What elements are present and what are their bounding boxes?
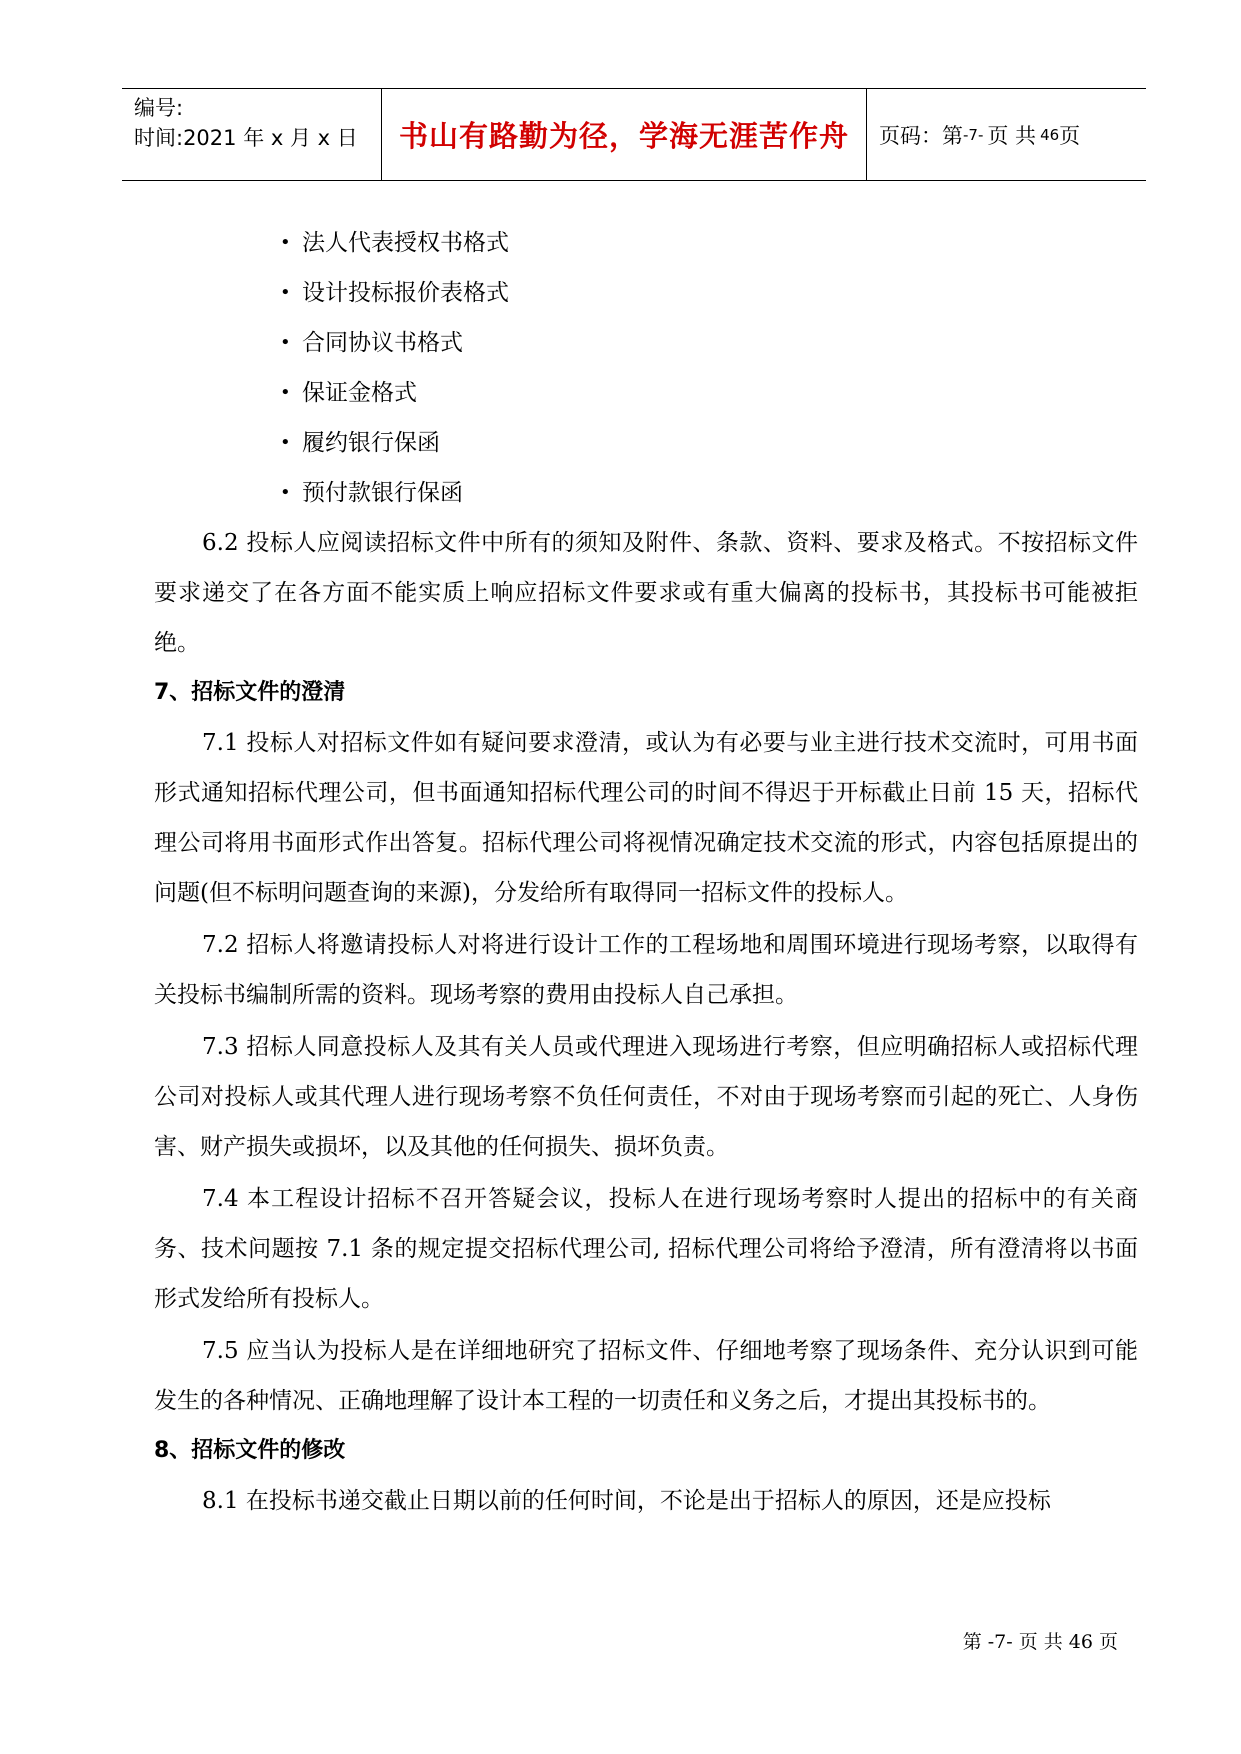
- paragraph-7-3: 7.3 招标人同意投标人及其有关人员或代理进入现场进行考察，但应明确招标人或招标代理公司对投标人或其代理人进行现场考察不负任何责任，不对由于现场考察而引起的死亡、人身伤害、财产损失或损坏，以及其他的任何损失、损坏负责。: [154, 1034, 1138, 1160]
- page-footer: 第 -7- 页 共 46 页: [962, 1631, 1118, 1653]
- paragraph-7-2: 7.2 招标人将邀请投标人对将进行设计工作的工程场地和周围环境进行现场考察，以取得有关投标书编制所需的资料。现场考察的费用由投标人自己承担。: [154, 932, 1138, 1008]
- bullet-icon: •: [280, 432, 291, 453]
- list-item: • 设计投标报价表格式: [154, 268, 1138, 318]
- paragraph-8-1: 8.1 在投标书递交截止日期以前的任何时间，不论是出于招标人的原因，还是应投标: [202, 1488, 1051, 1514]
- paragraph-7-1: 7.1 投标人对招标文件如有疑问要求澄清，或认为有必要与业主进行技术交流时，可用书面形式通知招标代理公司，但书面通知招标代理公司的时间不得迟于开标截止日前 15 天，招标代理公司将用书面形式作出答复。招标代理公司将视情况确定技术交流的形式，内容包括原提出的问题(但不标明问题查询的来源)，分发给所有取得同一招标文件的投标人。: [154, 730, 1138, 906]
- bullet-icon: •: [280, 232, 291, 253]
- bullet-icon: •: [280, 482, 291, 503]
- bullet-icon: •: [280, 332, 291, 353]
- page-prefix: 页码：第: [879, 123, 963, 148]
- document-header: [122, 88, 1146, 181]
- header-page-info: [867, 89, 1146, 180]
- list-item: • 履约银行保函: [154, 418, 1138, 468]
- bullet-icon: •: [280, 382, 291, 403]
- paragraph-6-2: 6.2 投标人应阅读招标文件中所有的须知及附件、条款、资料、要求及格式。不按招标文件要求递交了在各方面不能实质上响应招标文件要求或有重大偏离的投标书，其投标书可能被拒绝。: [154, 530, 1138, 656]
- list-item: • 保证金格式: [154, 368, 1138, 418]
- list-item: • 合同协议书格式: [154, 318, 1138, 368]
- section-heading-8: 8、招标文件的修改: [154, 1438, 346, 1463]
- number-label: 编号:: [134, 96, 184, 120]
- section-heading-7: 7、招标文件的澄清: [154, 680, 346, 705]
- paragraph-7-4: 7.4 本工程设计招标不召开答疑会议，投标人在进行现场考察时人提出的招标中的有关商务、技术问题按 7.1 条的规定提交招标代理公司, 招标代理公司将给予澄清，所有澄清将以书面形式发给所有投标人。: [154, 1186, 1138, 1312]
- header-meta: [122, 89, 382, 180]
- list-item: • 法人代表授权书格式: [154, 218, 1138, 268]
- page-mid: 页 共: [987, 123, 1037, 148]
- paragraph-7-5: 7.5 应当认为投标人是在详细地研究了招标文件、仔细地考察了现场条件、充分认识到可能发生的各种情况、正确地理解了设计本工程的一切责任和义务之后，才提出其投标书的。: [154, 1338, 1138, 1414]
- header-motto: 书山有路勤为径，学海无涯苦作舟: [382, 89, 867, 180]
- bullet-icon: •: [280, 282, 291, 303]
- page-total: 46: [1040, 125, 1060, 144]
- date-label: 时间:2021 年 x 月 x 日: [134, 126, 358, 150]
- page-current: -7-: [963, 125, 984, 144]
- page-suffix: 页: [1059, 123, 1081, 148]
- document-body: [154, 218, 1138, 1526]
- list-item: • 预付款银行保函: [154, 468, 1138, 518]
